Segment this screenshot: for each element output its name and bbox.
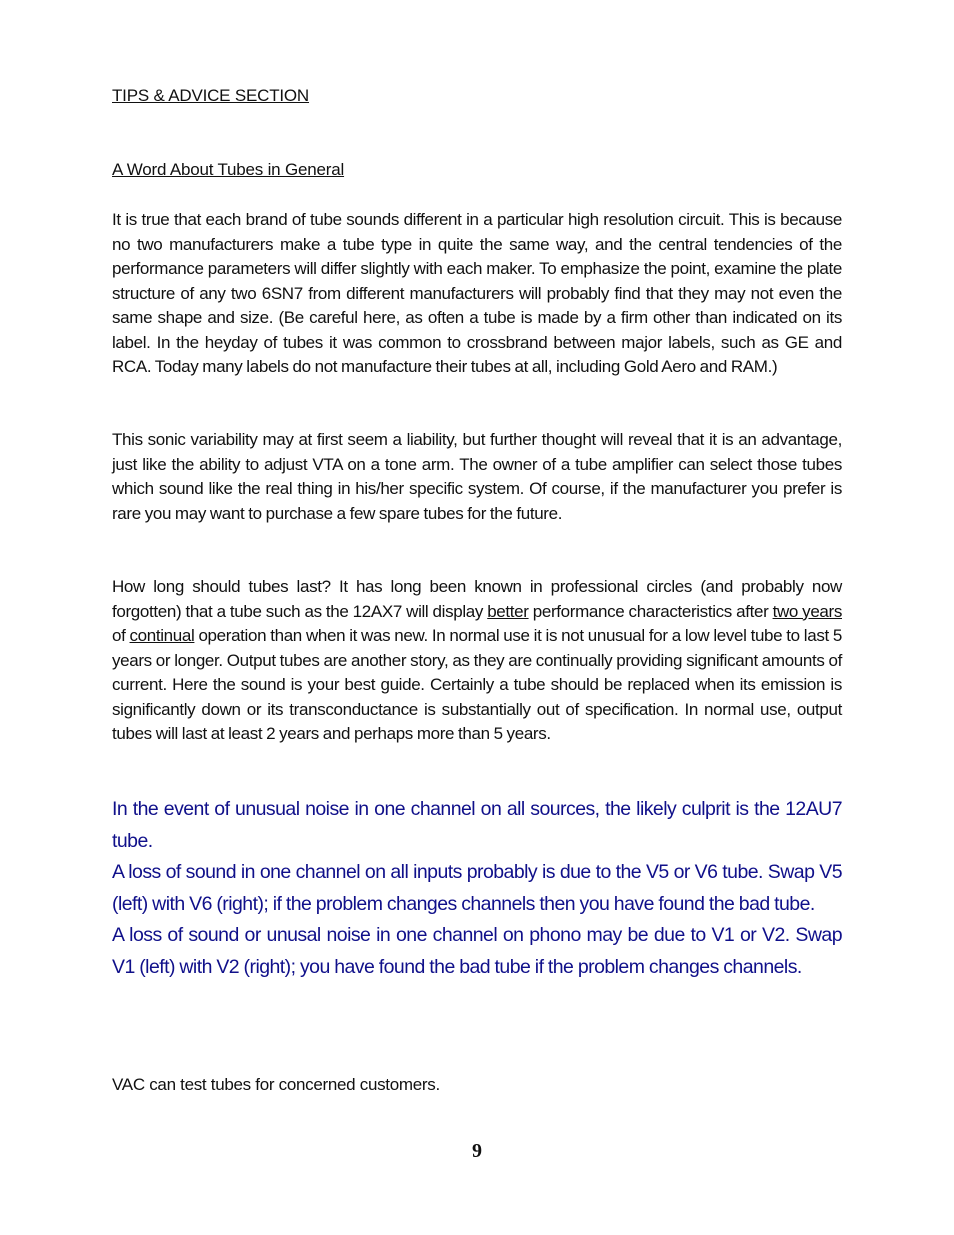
page-number: 9 <box>472 1140 482 1162</box>
note-v1-v2-phono: A loss of sound or unusal noise in one channel on phono may be due to V1 or V2. Swap V1 (left) with V2 (right); you have found the bad tube if the problem changes channels. <box>112 924 842 978</box>
note-v5-v6-loss: A loss of sound in one channel on all inputs probably is due to the V5 or V6 tube. Swap V5 (left) with V6 (right); if the problem changes channels then you have found the bad tube. <box>112 861 842 915</box>
section-title: TIPS & ADVICE SECTION <box>112 86 310 105</box>
underlined-continual: continual <box>129 626 195 645</box>
paragraph-tube-brands: It is true that each brand of tube sounds different in a particular high resolution circuit. This is because no two manufacturers make a tube type in quite the same way, and the central tendencies of the performance parameters will differ slightly with each maker. To emphasize the point, examine the plate structure of any two 6SN7 from different manufacturers will probably find that they may not even the same shape and size. (Be careful here, as often a tube is made by a firm other than indicated on its label. In the heyday of tubes it was common to crossbrand between major labels, such as GE and RCA. Today many labels do not manufacture their tubes at all, including Gold Aero and RAM.) <box>112 210 842 376</box>
lifespan-text-part4: operation than when it was new. In normal use it is not unusual for a low level tube to last 5 years or longer. Output tubes are another story, as they are continually providing significant amounts of current. Here the sound is your best guide. Certainly a tube should be replaced when its emission is significantly down or its transconductance is substantially out of specification. In normal use, output tubes will last at least 2 years and perhaps more than 5 years. <box>112 626 842 743</box>
underlined-two-years: two years <box>772 601 842 621</box>
troubleshooting-notes <box>112 794 842 984</box>
note-12au7-noise: In the event of unusual noise in one channel on all sources, the likely culprit is the 12AU7 tube. <box>112 798 842 852</box>
document-page <box>112 0 842 1235</box>
subsection-title: A Word About Tubes in General <box>112 160 345 179</box>
paragraph-sonic-variability: This sonic variability may at first seem a liability, but further thought will reveal that it is an advantage, just like the ability to adjust VTA on a tone arm. The owner of a tube amplifier can select those tubes which sound like the real thing in his/her specific system. Of course, if the manufacturer you prefer is rare you may want to purchase a few spare tubes for the future. <box>112 430 842 523</box>
lifespan-text-part3: of <box>112 626 130 645</box>
underlined-better: better <box>487 601 529 621</box>
paragraph-tube-lifespan <box>112 575 842 747</box>
lifespan-text-part1: How long should tubes last? It has long been known in professional circles (and probably now forgotten) that a tube such as the 12AX7 will display <box>112 577 842 621</box>
closing-note: VAC can test tubes for concerned customers. <box>112 1075 440 1094</box>
lifespan-text-part2: performance characteristics after <box>528 601 773 621</box>
